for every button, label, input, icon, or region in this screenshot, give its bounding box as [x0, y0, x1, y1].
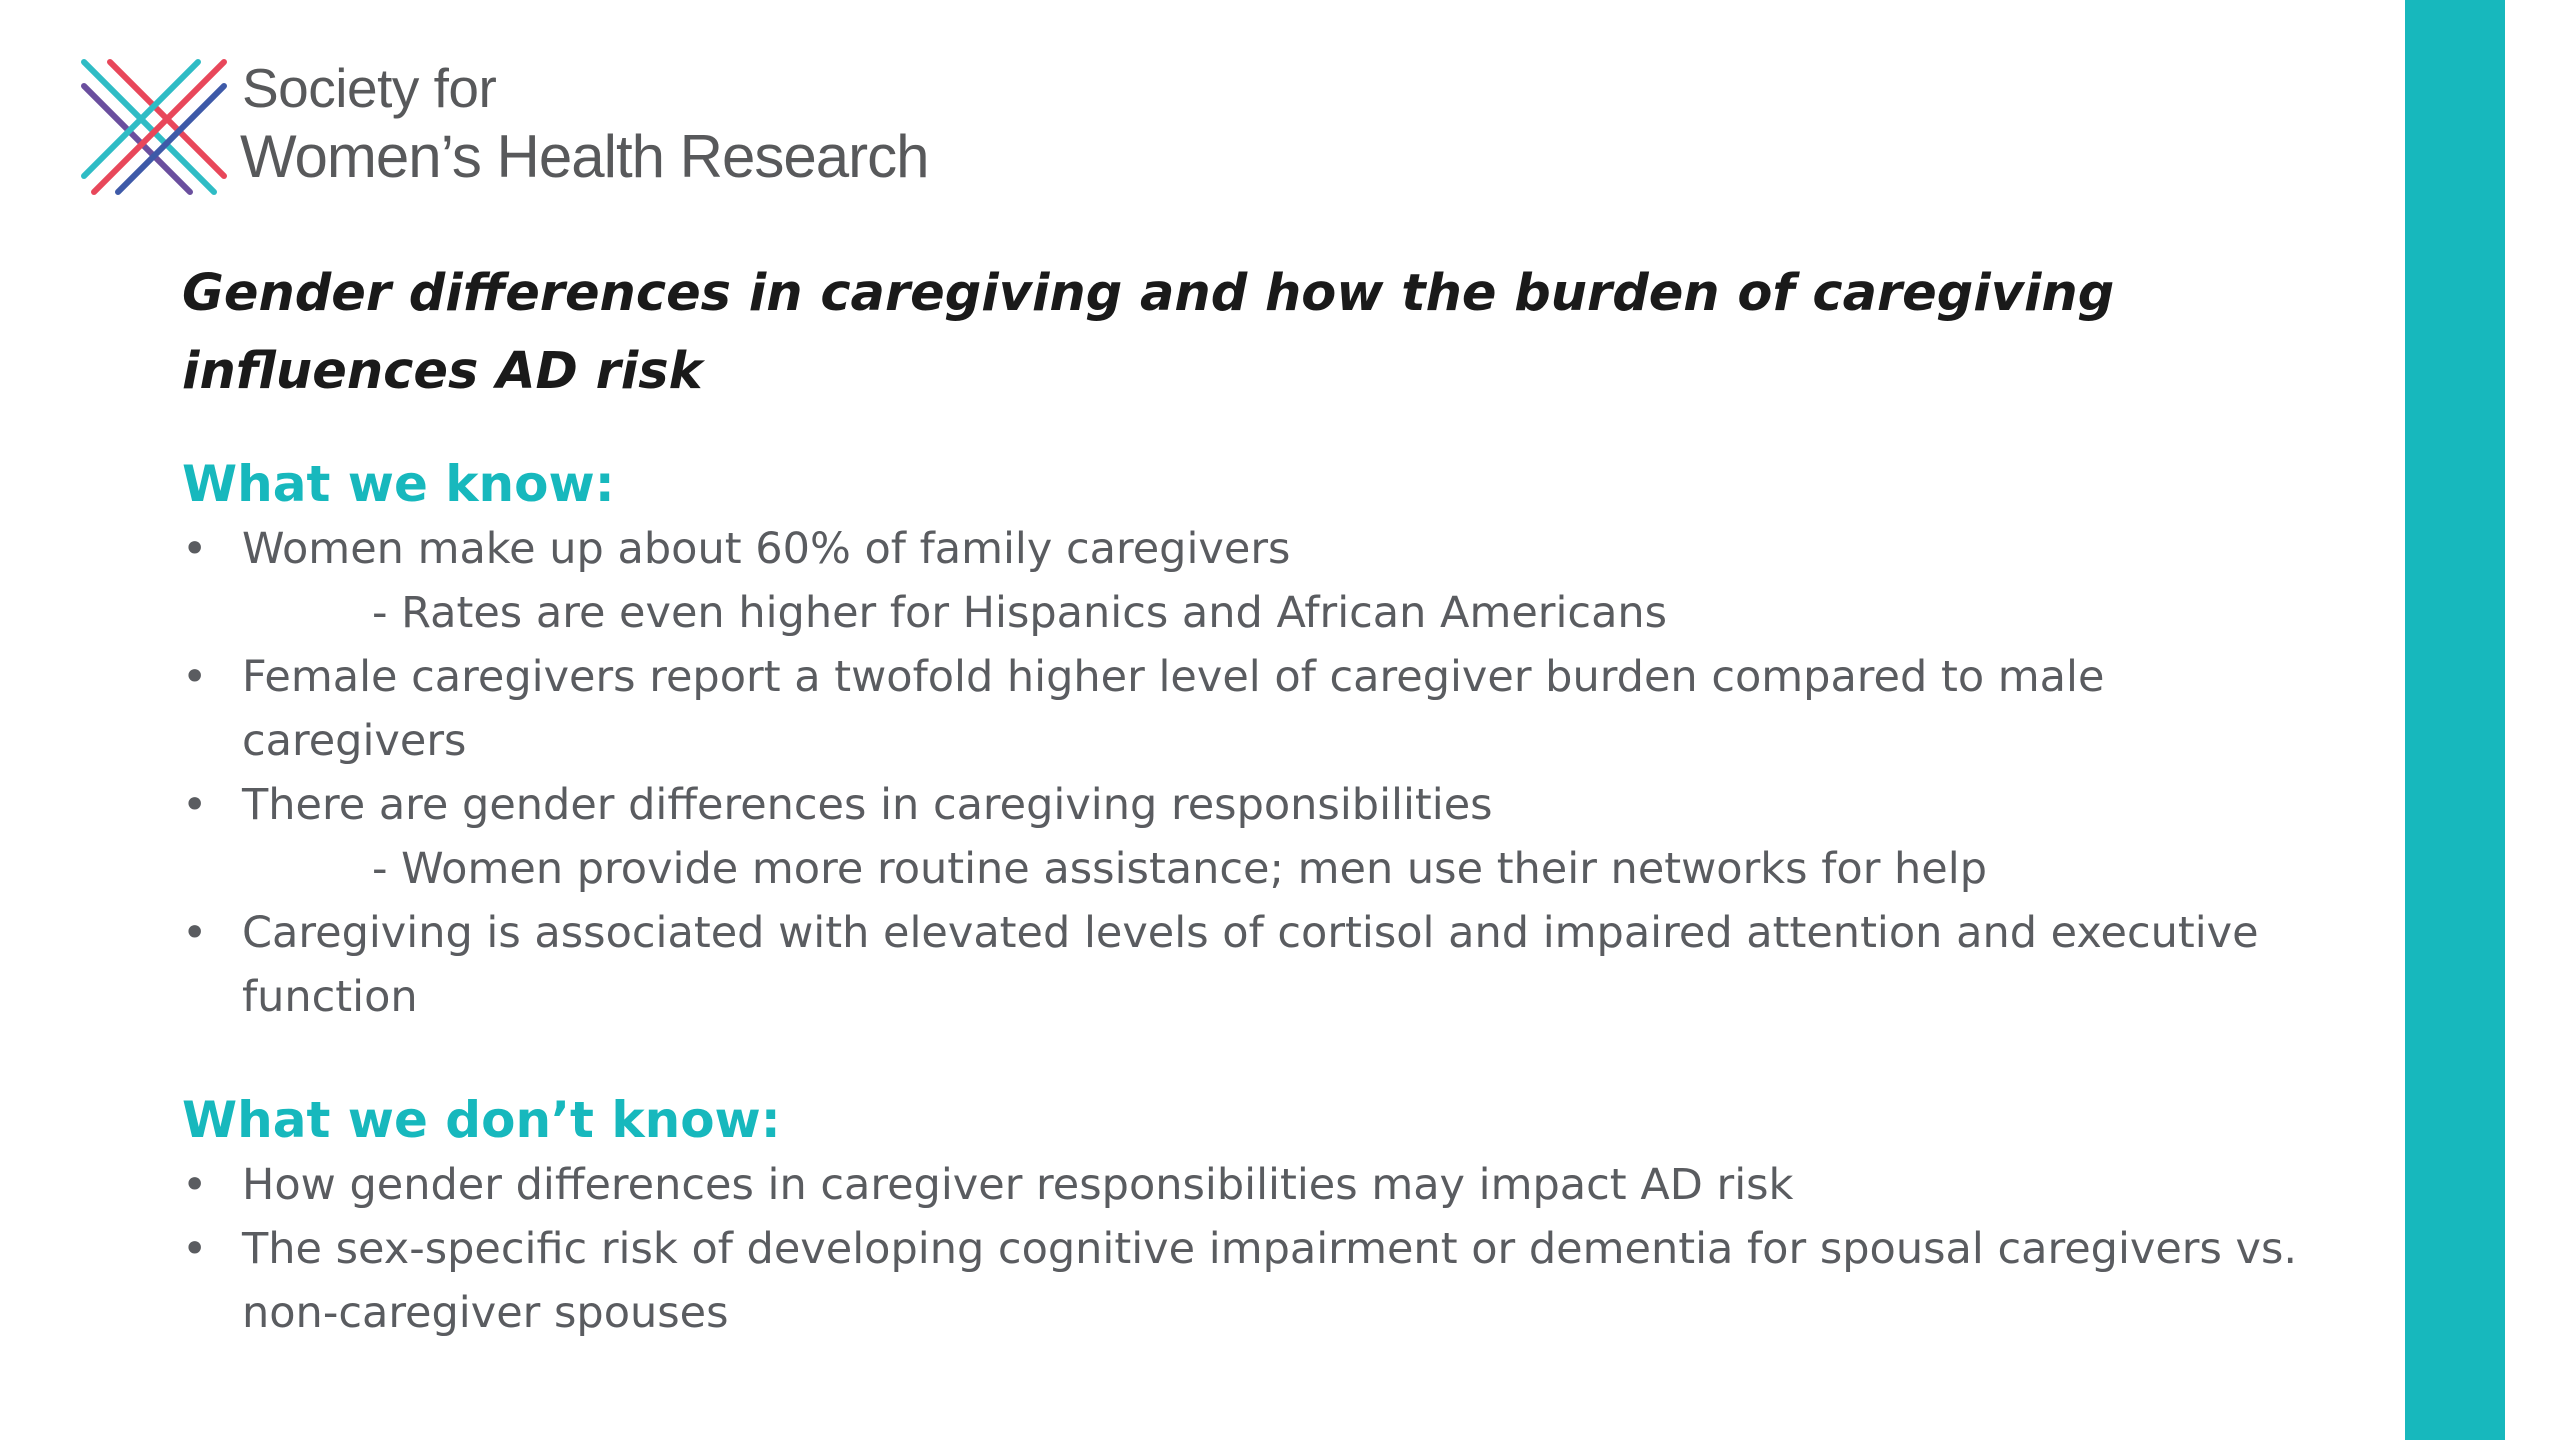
what-we-dont-know-list [182, 1153, 2302, 1345]
list-item [182, 773, 2302, 837]
sub-item [182, 581, 2302, 645]
sub-item-text: - Women provide more routine assistance; men use their networks for help [372, 844, 1987, 894]
accent-bar [2405, 0, 2505, 1440]
list-item [182, 1217, 2302, 1345]
bullet-icon: • [182, 1224, 208, 1274]
bullet-text: Caregiving is associated with elevated levels of cortisol and impaired attention and executive function [242, 908, 2259, 1022]
logo [80, 52, 960, 202]
slide-title: Gender differences in caregiving and how the burden of caregiving influences AD risk [182, 264, 2115, 401]
list-item [182, 901, 2302, 1029]
what-we-know-list [182, 517, 2302, 1029]
logo-text-line1: Society for [242, 57, 497, 119]
logo-text-line2: Women’s Health Research [240, 123, 929, 190]
slide-content [182, 255, 2302, 1345]
bullet-text: How gender differences in caregiver responsibilities may impact AD risk [242, 1160, 1794, 1210]
what-we-dont-know-heading: What we don’t know: [182, 1091, 781, 1149]
bullet-icon: • [182, 524, 208, 574]
list-item [182, 517, 2302, 581]
sub-item-text: - Rates are even higher for Hispanics and African Americans [372, 588, 1668, 638]
bullet-icon: • [182, 780, 208, 830]
list-item [182, 1153, 2302, 1217]
sub-item [182, 837, 2302, 901]
bullet-icon: • [182, 1160, 208, 1210]
bullet-text: Women make up about 60% of family caregivers [242, 524, 1291, 574]
bullet-text: The sex-specific risk of developing cognitive impairment or dementia for spousal caregivers vs. non-caregiver spouses [242, 1224, 2298, 1338]
crosshatch-x-logo-icon [80, 56, 228, 198]
bullet-icon: • [182, 908, 208, 958]
bullet-text: There are gender differences in caregiving responsibilities [242, 780, 1493, 830]
what-we-know-heading: What we know: [182, 455, 615, 513]
bullet-icon: • [182, 652, 208, 702]
bullet-text: Female caregivers report a twofold higher level of caregiver burden compared to male caregivers [242, 652, 2105, 766]
list-item [182, 645, 2302, 773]
